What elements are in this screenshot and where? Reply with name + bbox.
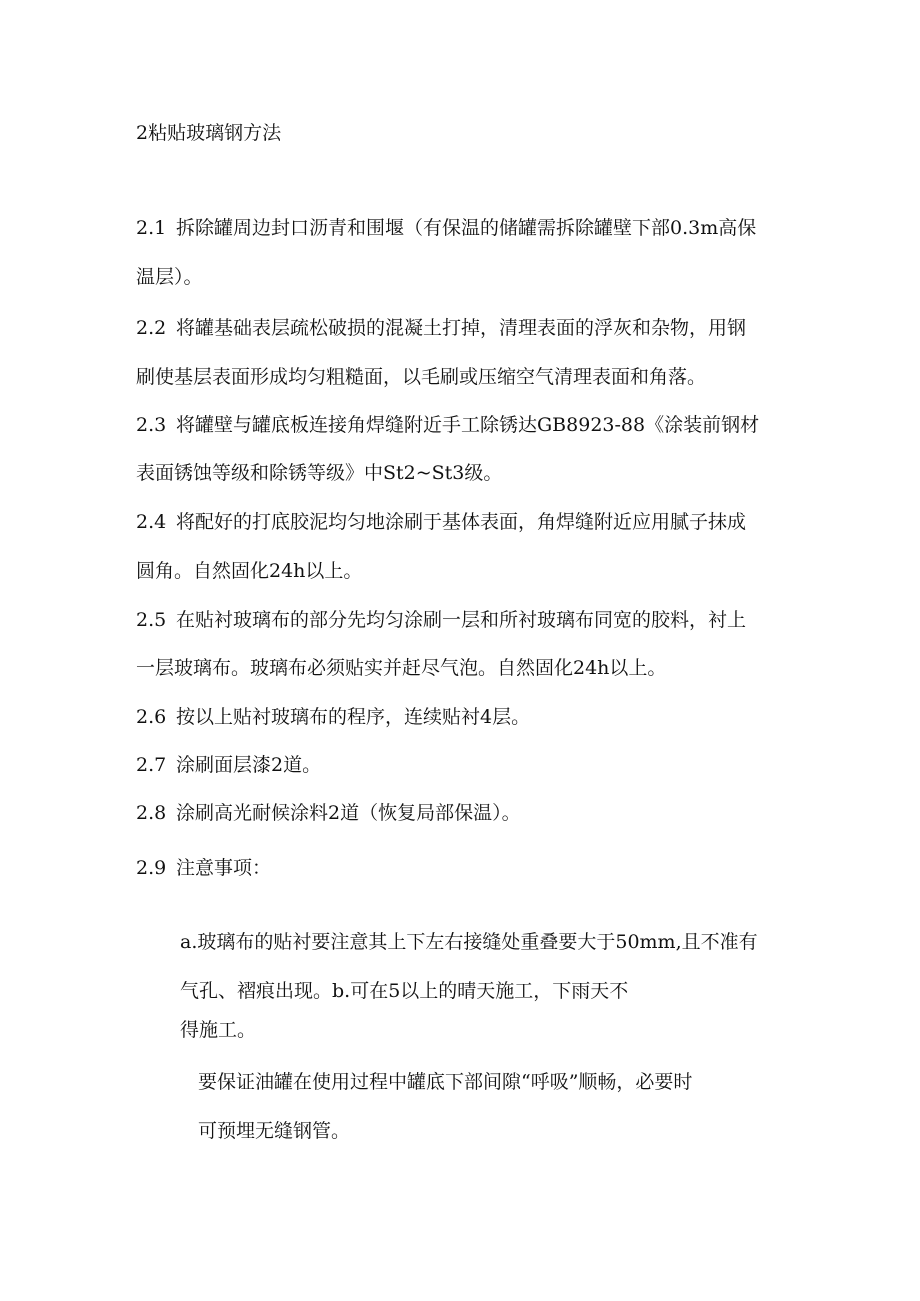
note-a-line-1: a.玻璃布的贴衬要注意其上下左右接缝处重叠要大于50mm,且不准有 [180,931,758,953]
section-heading: 2粘贴玻璃钢方法 [136,122,282,144]
item-text: 按以上贴衬玻璃布的程序，连续贴衬4层。 [176,706,531,728]
item-2-4-line-2: 圆角。自然固化24h以上。 [136,560,363,582]
item-number: 2.3 [136,414,167,436]
item-text: 将罐壁与罐底板连接角焊缝附近手工除锈达GB8923-88《涂装前钢材 [176,414,760,436]
item-text: 将罐基础表层疏松破损的混凝土打掉，清理表面的浮灰和杂物，用钢 [176,317,747,339]
item-text: 在贴衬玻璃布的部分先均匀涂刷一层和所衬玻璃布同宽的胶料，衬上 [176,609,747,631]
note-a-line-3: 得施工。 [180,1019,257,1041]
note-a-line-2: 气孔、褶痕出现。b.可在5以上的晴天施工，下雨天不 [180,980,629,1002]
item-text: 将配好的打底胶泥均匀地涂刷于基体表面，角焊缝附近应用腻子抹成 [176,511,747,533]
item-text: 拆除罐周边封口沥青和围堰（有保温的储罐需拆除罐壁下部0.3m高保 [176,217,757,239]
item-2-9 [136,856,271,880]
item-number: 2.9 [136,857,167,879]
item-number: 2.6 [136,706,167,728]
item-2-8 [136,801,521,825]
item-2-1-line-1 [136,216,756,240]
note-c-line-2: 可预埋无缝钢管。 [198,1120,351,1142]
item-text: 涂刷高光耐候涂料2道（恢复局部保温）。 [176,802,521,824]
item-2-2-line-1 [136,316,746,340]
item-2-4-line-1 [136,510,746,534]
item-2-7 [136,753,321,777]
item-2-2-line-2: 刷使基层表面形成均匀粗糙面，以毛刷或压缩空气清理表面和角落。 [136,366,707,388]
item-2-5-line-2: 一层玻璃布。玻璃布必须贴实并赶尽气泡。自然固化24h以上。 [136,657,667,679]
item-2-3-line-2: 表面锈蚀等级和除锈等级》中St2~St3级。 [136,462,503,484]
item-2-1-line-2: 温层）。 [136,266,203,288]
note-c-line-1: 要保证油罐在使用过程中罐底下部间隙“呼吸”顺畅，必要时 [198,1071,693,1093]
item-2-5-line-1 [136,608,746,632]
item-2-3-line-1 [136,413,759,437]
item-number: 2.1 [136,217,167,239]
item-number: 2.5 [136,609,167,631]
item-text: 注意事项： [176,857,272,879]
item-number: 2.2 [136,317,167,339]
item-number: 2.7 [136,754,167,776]
item-number: 2.8 [136,802,167,824]
item-number: 2.4 [136,511,167,533]
item-2-6 [136,705,530,729]
item-text: 涂刷面层漆2道。 [176,754,322,776]
